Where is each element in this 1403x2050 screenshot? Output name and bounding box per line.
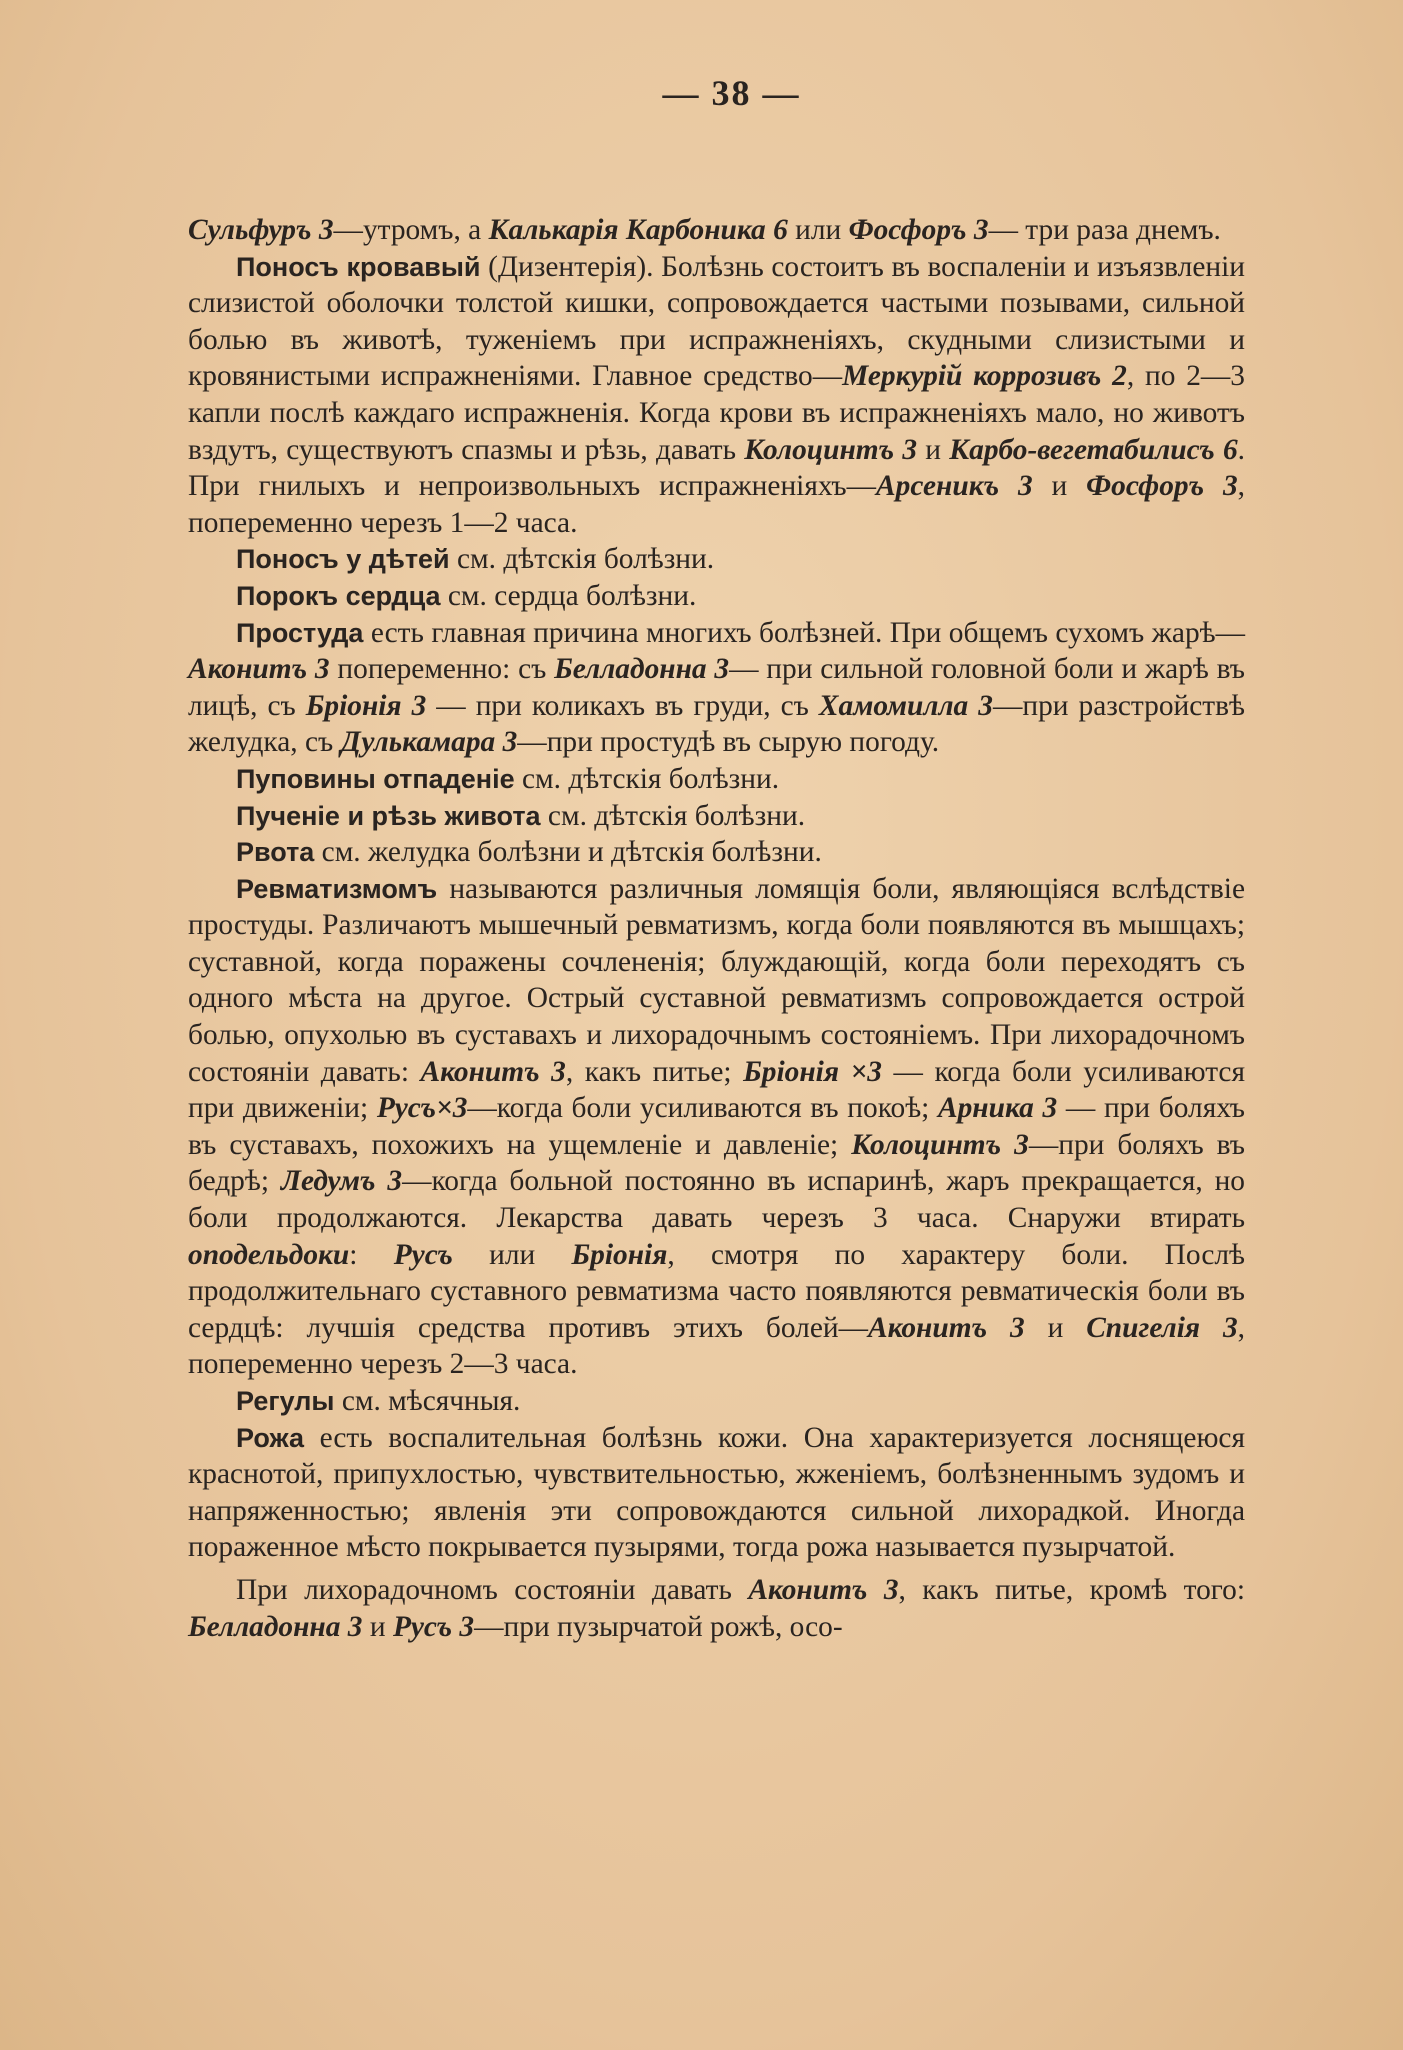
remedy-name: Сульфуръ 3 xyxy=(188,214,334,246)
entry-heading: Пуповины отпаденіе xyxy=(236,763,515,794)
entry-heading: Рожа xyxy=(236,1422,304,1453)
paragraph xyxy=(188,615,1245,761)
entry-heading: Порокъ сердца xyxy=(236,580,441,611)
remedy-name: Арника 3 xyxy=(938,1092,1058,1125)
paragraph-text: см. дѣтскія болѣзни. xyxy=(540,799,806,832)
body-text xyxy=(188,212,1245,1645)
remedy-name: Фосфоръ 3 xyxy=(1086,470,1238,503)
remedy-name: Колоцинтъ 3 xyxy=(744,433,918,466)
remedy-name: Белладонна 3 xyxy=(188,1610,363,1643)
paragraph-text: или xyxy=(787,214,849,246)
remedy-name: Арсеникъ 3 xyxy=(876,470,1033,503)
paragraph xyxy=(188,1572,1245,1645)
paragraph-text: , какъ питье; xyxy=(565,1055,744,1088)
remedy-name: Фосфоръ 3 xyxy=(848,214,989,246)
remedy-name: Русъ×3 xyxy=(376,1092,468,1125)
entry-heading: Ревматизмомъ xyxy=(236,873,438,904)
remedy-name: Карбо-вегетабилисъ 6 xyxy=(949,433,1238,466)
remedy-name: Дулькамара 3 xyxy=(340,726,518,759)
remedy-name: Аконитъ 3 xyxy=(748,1573,899,1606)
paragraph-text: — при сильной головной боли и жарѣ въ лицѣ, съ xyxy=(188,653,1245,722)
paragraph-text: и xyxy=(917,433,950,466)
paragraph-text: : xyxy=(349,1238,394,1271)
paragraph-text: —утромъ, а xyxy=(333,214,489,246)
remedy-name: Хамомилла 3 xyxy=(818,689,993,722)
paragraph-text: —когда больной постоянно въ испаринѣ, жаръ прекращается, но боли продолжаются. Лекарства давать черезъ 3 часа. Снаружи втирать xyxy=(188,1165,1245,1235)
remedy-name: Аконитъ 3 xyxy=(420,1055,566,1088)
remedy-name: Русъ 3 xyxy=(392,1610,475,1643)
remedy-name: Бріонія xyxy=(571,1238,668,1271)
remedy-name: Меркурій коррозивъ 2 xyxy=(842,360,1127,393)
remedy-name: Русъ xyxy=(393,1238,453,1271)
paragraph-text: , по 2—3 капли послѣ каждаго испражненія. Когда крови въ испражненіяхъ мало, но животъ вздутъ, существуютъ спазмы и рѣзь, давать xyxy=(188,360,1245,466)
entry-heading: Простуда xyxy=(236,617,364,648)
paragraph-text: , попеременно черезъ 1—2 часа. xyxy=(188,470,1245,539)
paragraph xyxy=(188,761,1245,798)
paragraph-text: есть главная причина многихъ болѣзней. При общемъ сухомъ жарѣ— xyxy=(363,616,1245,649)
paragraph-text: см. дѣтскія болѣзни. xyxy=(449,543,715,576)
paragraph-text: — когда боли усиливаются при движеніи; xyxy=(188,1055,1245,1125)
remedy-name: Колоцинтъ 3 xyxy=(851,1128,1029,1161)
paragraph xyxy=(188,1383,1245,1420)
paragraph-text: см. дѣтскія болѣзни. xyxy=(514,762,780,795)
paragraph xyxy=(188,212,1245,249)
entry-heading: Поносъ у дѣтей xyxy=(236,544,450,575)
remedy-name: Аконитъ 3 xyxy=(867,1311,1025,1344)
page-number: — 38 — xyxy=(662,73,801,113)
paragraph xyxy=(188,541,1245,578)
paragraph xyxy=(188,249,1245,542)
remedy-name: Аконитъ 3 xyxy=(188,653,330,686)
paragraph-text: см. мѣсячныя. xyxy=(334,1385,521,1417)
paragraph-text: и xyxy=(1032,470,1087,503)
entry-heading: Рвота xyxy=(236,837,315,868)
paragraph-text: —при простудѣ въ сырую погоду. xyxy=(517,726,940,759)
paragraph-text: см. желудка болѣзни и дѣтскія болѣзни. xyxy=(314,836,822,869)
paragraph-text: —когда боли усиливаются въ покоѣ; xyxy=(467,1092,938,1125)
remedy-name: Ледумъ 3 xyxy=(280,1165,403,1198)
entry-heading: Поносъ кровавый xyxy=(236,251,481,282)
paragraph-text: или xyxy=(452,1238,572,1271)
paragraph-text: попеременно: съ xyxy=(329,653,555,686)
paragraph-text: , какъ питье, кромѣ того: xyxy=(898,1573,1245,1606)
paragraph xyxy=(188,1420,1245,1566)
paragraph-text: , смотря по характеру боли. Послѣ продолжительнаго суставного ревматизма часто появляются ревматическія боли въ сердцѣ: лучшія средства противъ этихъ болей— xyxy=(188,1238,1245,1344)
remedy-name: оподельдоки xyxy=(188,1238,350,1271)
paragraph-text: — три раза днемъ. xyxy=(988,214,1221,246)
entry-heading: Пученіе и рѣзь живота xyxy=(236,800,541,831)
paragraph-text: (Дизентерія). Болѣзнь состоитъ въ воспаленіи и изъязвленіи слизистой оболочки толстой кишки, сопровождается частыми позывами, сильной болью въ животѣ, туженіемъ при испражненіяхъ, скудными слизистыми и кровянистыми испражненіями. Главное средство— xyxy=(188,250,1245,393)
remedy-name: Белладонна 3 xyxy=(554,653,730,686)
paragraph-text: . При гнилыхъ и непроизвольныхъ испражненіяхъ— xyxy=(188,433,1246,503)
paragraph xyxy=(188,798,1245,835)
paragraph xyxy=(188,578,1245,615)
paragraph-text: —при пузырчатой рожѣ, осо- xyxy=(474,1610,843,1643)
remedy-name: Бріонія ×3 xyxy=(743,1055,882,1088)
remedy-name: Спигелія 3 xyxy=(1086,1311,1238,1344)
paragraph-text: , попеременно черезъ 2—3 часа. xyxy=(188,1311,1245,1381)
paragraph-text: — при боляхъ въ суставахъ, похожихъ на ущемленіе и давленіе; xyxy=(188,1092,1245,1161)
entry-heading: Регулы xyxy=(236,1386,335,1416)
paragraph-text: —при разстройствѣ желудка, съ xyxy=(188,689,1245,759)
paragraph-text: — при коликахъ въ груди, съ xyxy=(426,689,819,722)
paragraph xyxy=(188,871,1245,1383)
paragraph-text: и xyxy=(1024,1311,1087,1344)
paragraph-text: и xyxy=(362,1610,393,1643)
paragraph-text: называются различныя ломящія боли, являющіяся вслѣдствіе простуды. Различаютъ мышечный ревматизмъ, когда боли появляются въ мышцахъ; суставной, когда поражены сочлененія; блуждающій, когда боли переходятъ съ одного мѣста на другое. Острый суставной ревматизмъ сопровождается острой болью, опухолью въ суставахъ и лихорадочнымъ состояніемъ. При лихорадочномъ состояніи давать: xyxy=(188,872,1245,1088)
paragraph-text: есть воспалительная болѣзнь кожи. Она характеризуется лоснящеюся краснотой, припухлостью, чувствительностью, жженіемъ, болѣзненнымъ зудомъ и напряженностью; явленія эти сопровождаются сильной лихорадкой. Иногда пораженное мѣсто покрывается пузырями, тогда рожа называется пузырчатой. xyxy=(188,1421,1245,1564)
paragraph-text: см. сердца болѣзни. xyxy=(440,579,697,612)
paragraph-text: —при боляхъ въ бедрѣ; xyxy=(188,1128,1245,1198)
remedy-name: Бріонія 3 xyxy=(305,689,427,722)
paragraph xyxy=(188,834,1245,871)
paragraph-text: При лихорадочномъ состояніи давать xyxy=(236,1573,749,1606)
remedy-name: Калькарія Карбоника 6 xyxy=(488,214,788,246)
